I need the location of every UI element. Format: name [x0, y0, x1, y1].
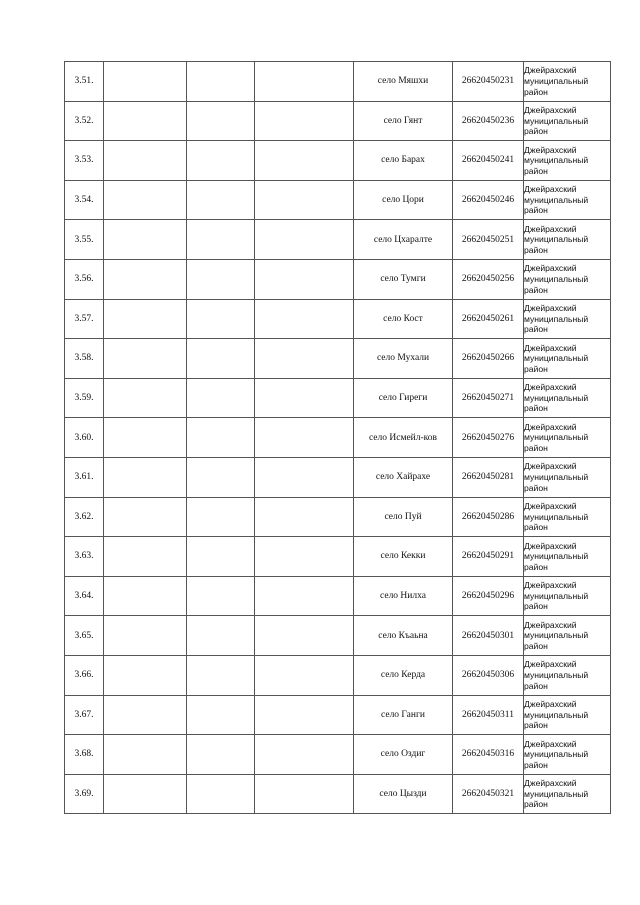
- empty-cell: [104, 141, 187, 181]
- table-row: [65, 141, 611, 181]
- empty-cell: [187, 378, 255, 418]
- district-name-line: район: [524, 799, 548, 810]
- district-name-line: Джейрахский: [524, 698, 577, 709]
- table-row: [65, 101, 611, 141]
- empty-cell: [187, 497, 255, 537]
- district-name-line: муниципальный: [524, 273, 589, 284]
- settlement-name: село Кост: [354, 299, 453, 339]
- row-number: 3.64.: [65, 576, 104, 616]
- district-name: [524, 695, 611, 735]
- empty-cell: [255, 101, 354, 141]
- district-name-line: муниципальный: [524, 709, 589, 720]
- oktmo-code: 26620450256: [453, 259, 524, 299]
- district-name: [524, 62, 611, 102]
- district-name-line: муниципальный: [524, 669, 589, 680]
- district-name-line: Джейрахский: [524, 778, 577, 789]
- empty-cell: [255, 497, 354, 537]
- district-name: [524, 299, 611, 339]
- empty-cell: [255, 180, 354, 220]
- empty-cell: [255, 220, 354, 260]
- district-name-line: муниципальный: [524, 234, 589, 245]
- row-number: 3.67.: [65, 695, 104, 735]
- district-name-line: Джейрахский: [524, 105, 577, 115]
- row-number: 3.61.: [65, 457, 104, 497]
- row-number: 3.57.: [65, 299, 104, 339]
- table-row: [65, 259, 611, 299]
- table-row: [65, 735, 611, 775]
- empty-cell: [104, 537, 187, 577]
- district-name: [524, 537, 611, 577]
- district-name-line: район: [524, 482, 548, 493]
- settlement-name: село Исмейл-ков: [354, 418, 453, 458]
- district-name: [524, 339, 611, 379]
- table-row: [65, 378, 611, 418]
- oktmo-code: 26620450281: [453, 457, 524, 497]
- settlement-name: село Ганги: [354, 695, 453, 735]
- district-name-line: район: [524, 324, 548, 335]
- settlement-name: село Оздиг: [354, 735, 453, 775]
- district-name: [524, 418, 611, 458]
- district-name-line: район: [524, 759, 548, 770]
- table-row: [65, 62, 611, 102]
- empty-cell: [187, 220, 255, 260]
- oktmo-code: 26620450251: [453, 220, 524, 260]
- settlement-name: село Хайрахе: [354, 457, 453, 497]
- empty-cell: [255, 378, 354, 418]
- settlement-name: село Керда: [354, 655, 453, 695]
- district-name-line: Джейрахский: [524, 263, 577, 274]
- district-name-line: Джейрахский: [524, 382, 577, 393]
- empty-cell: [104, 339, 187, 379]
- empty-cell: [255, 141, 354, 181]
- oktmo-code: 26620450236: [453, 101, 524, 141]
- empty-cell: [255, 299, 354, 339]
- district-name-line: район: [524, 640, 548, 651]
- table-row: [65, 537, 611, 577]
- empty-cell: [104, 299, 187, 339]
- oktmo-code: 26620450241: [453, 141, 524, 181]
- row-number: 3.52.: [65, 101, 104, 141]
- district-name-line: Джейрахский: [524, 223, 577, 234]
- district-name-line: район: [524, 165, 548, 176]
- district-name-line: Джейрахский: [524, 738, 577, 749]
- settlement-name: село Гиреги: [354, 378, 453, 418]
- oktmo-code: 26620450246: [453, 180, 524, 220]
- district-name: [524, 735, 611, 775]
- district-name-line: район: [524, 720, 548, 731]
- empty-cell: [255, 62, 354, 102]
- oktmo-code: 26620450321: [453, 774, 524, 814]
- table-row: [65, 774, 611, 814]
- oktmo-code: 26620450261: [453, 299, 524, 339]
- oktmo-code: 26620450266: [453, 339, 524, 379]
- empty-cell: [255, 735, 354, 775]
- oktmo-code: 26620450301: [453, 616, 524, 656]
- oktmo-code: 26620450296: [453, 576, 524, 616]
- empty-cell: [187, 418, 255, 458]
- district-name-line: район: [524, 205, 548, 216]
- empty-cell: [104, 259, 187, 299]
- row-number: 3.68.: [65, 735, 104, 775]
- empty-cell: [255, 576, 354, 616]
- empty-cell: [187, 101, 255, 141]
- district-name-line: район: [524, 442, 548, 453]
- empty-cell: [255, 339, 354, 379]
- empty-cell: [104, 101, 187, 141]
- empty-cell: [187, 457, 255, 497]
- settlement-name: село Тумги: [354, 259, 453, 299]
- district-name-line: район: [524, 363, 548, 374]
- district-name-line: Джейрахский: [524, 302, 577, 313]
- empty-cell: [187, 616, 255, 656]
- row-number: 3.62.: [65, 497, 104, 537]
- district-name: [524, 576, 611, 616]
- oktmo-code: 26620450306: [453, 655, 524, 695]
- table-row: [65, 576, 611, 616]
- row-number: 3.66.: [65, 655, 104, 695]
- empty-cell: [187, 299, 255, 339]
- settlement-name: село Нилха: [354, 576, 453, 616]
- settlement-name: село Къаьна: [354, 616, 453, 656]
- table-row: [65, 655, 611, 695]
- district-name-line: район: [524, 244, 548, 255]
- row-number: 3.54.: [65, 180, 104, 220]
- district-name-line: район: [524, 284, 548, 295]
- district-name-line: Джейрахский: [524, 619, 577, 630]
- district-name-line: Джейрахский: [524, 461, 577, 472]
- row-number: 3.55.: [65, 220, 104, 260]
- district-name: [524, 774, 611, 814]
- empty-cell: [104, 497, 187, 537]
- district-name: [524, 141, 611, 181]
- settlements-table: [64, 61, 611, 814]
- oktmo-code: 26620450316: [453, 735, 524, 775]
- empty-cell: [255, 695, 354, 735]
- settlement-name: село Цхаралте: [354, 220, 453, 260]
- row-number: 3.58.: [65, 339, 104, 379]
- district-name-line: Джейрахский: [524, 342, 577, 353]
- empty-cell: [187, 259, 255, 299]
- row-number: 3.69.: [65, 774, 104, 814]
- empty-cell: [187, 62, 255, 102]
- district-name-line: район: [524, 561, 548, 572]
- empty-cell: [255, 259, 354, 299]
- empty-cell: [187, 735, 255, 775]
- district-name-line: Джейрахский: [524, 144, 577, 155]
- district-name: [524, 220, 611, 260]
- empty-cell: [104, 576, 187, 616]
- table-row: [65, 616, 611, 656]
- empty-cell: [104, 695, 187, 735]
- empty-cell: [255, 418, 354, 458]
- empty-cell: [104, 180, 187, 220]
- district-name-line: муниципальный: [524, 313, 589, 324]
- row-number: 3.51.: [65, 62, 104, 102]
- row-number: 3.59.: [65, 378, 104, 418]
- row-number: 3.63.: [65, 537, 104, 577]
- district-name: [524, 259, 611, 299]
- settlement-name: село Мяшхи: [354, 62, 453, 102]
- empty-cell: [104, 457, 187, 497]
- district-name: [524, 180, 611, 220]
- table-row: [65, 457, 611, 497]
- oktmo-code: 26620450271: [453, 378, 524, 418]
- district-name-line: Джейрахский: [524, 659, 577, 670]
- district-name-line: Джейрахский: [524, 500, 577, 511]
- table-row: [65, 497, 611, 537]
- empty-cell: [104, 774, 187, 814]
- oktmo-code: 26620450311: [453, 695, 524, 735]
- district-name-line: муниципальный: [524, 194, 589, 205]
- empty-cell: [187, 695, 255, 735]
- district-name-line: муниципальный: [524, 511, 589, 522]
- empty-cell: [104, 616, 187, 656]
- table-row: [65, 418, 611, 458]
- district-name-line: Джейрахский: [524, 540, 577, 551]
- district-name-line: муниципальный: [524, 115, 589, 126]
- settlement-name: село Гянт: [354, 101, 453, 141]
- row-number: 3.60.: [65, 418, 104, 458]
- row-number: 3.56.: [65, 259, 104, 299]
- district-name-line: район: [524, 522, 548, 533]
- oktmo-code: 26620450291: [453, 537, 524, 577]
- district-name-line: район: [524, 86, 548, 97]
- oktmo-code: 26620450286: [453, 497, 524, 537]
- district-name-line: Джейрахский: [524, 421, 577, 432]
- empty-cell: [187, 339, 255, 379]
- empty-cell: [104, 62, 187, 102]
- settlement-name: село Барах: [354, 141, 453, 181]
- table-row: [65, 220, 611, 260]
- empty-cell: [104, 378, 187, 418]
- district-name-line: муниципальный: [524, 353, 589, 364]
- district-name: [524, 101, 611, 141]
- empty-cell: [187, 141, 255, 181]
- empty-cell: [187, 180, 255, 220]
- district-name-line: Джейрахский: [524, 580, 577, 591]
- empty-cell: [187, 655, 255, 695]
- empty-cell: [187, 576, 255, 616]
- district-name-line: муниципальный: [524, 788, 589, 799]
- district-name-line: район: [524, 403, 548, 414]
- row-number: 3.53.: [65, 141, 104, 181]
- table-row: [65, 299, 611, 339]
- empty-cell: [255, 537, 354, 577]
- table-row: [65, 695, 611, 735]
- district-name-line: муниципальный: [524, 76, 589, 86]
- empty-cell: [255, 457, 354, 497]
- settlements-table-body: [65, 62, 611, 814]
- district-name-line: Джейрахский: [524, 65, 577, 76]
- district-name: [524, 497, 611, 537]
- district-name: [524, 616, 611, 656]
- district-name-line: район: [524, 601, 548, 612]
- district-name: [524, 457, 611, 497]
- oktmo-code: 26620450276: [453, 418, 524, 458]
- district-name: [524, 378, 611, 418]
- district-name-line: муниципальный: [524, 749, 589, 760]
- district-name-line: район: [524, 680, 548, 691]
- district-name-line: муниципальный: [524, 551, 589, 562]
- empty-cell: [104, 418, 187, 458]
- empty-cell: [255, 616, 354, 656]
- empty-cell: [104, 735, 187, 775]
- empty-cell: [104, 220, 187, 260]
- oktmo-code: 26620450231: [453, 62, 524, 102]
- district-name-line: муниципальный: [524, 471, 589, 482]
- district-name-line: муниципальный: [524, 432, 589, 443]
- district-name-line: муниципальный: [524, 392, 589, 403]
- table-row: [65, 339, 611, 379]
- settlement-name: село Цори: [354, 180, 453, 220]
- district-name-line: муниципальный: [524, 155, 589, 166]
- district-name-line: Джейрахский: [524, 184, 577, 195]
- table-row: [65, 180, 611, 220]
- district-name-line: муниципальный: [524, 590, 589, 601]
- district-name-line: район: [524, 126, 548, 137]
- empty-cell: [187, 774, 255, 814]
- empty-cell: [255, 655, 354, 695]
- district-name-line: муниципальный: [524, 630, 589, 641]
- settlement-name: село Пуй: [354, 497, 453, 537]
- empty-cell: [104, 655, 187, 695]
- settlement-name: село Мухали: [354, 339, 453, 379]
- empty-cell: [187, 537, 255, 577]
- empty-cell: [255, 774, 354, 814]
- settlement-name: село Кекки: [354, 537, 453, 577]
- settlement-name: село Цызди: [354, 774, 453, 814]
- district-name: [524, 655, 611, 695]
- row-number: 3.65.: [65, 616, 104, 656]
